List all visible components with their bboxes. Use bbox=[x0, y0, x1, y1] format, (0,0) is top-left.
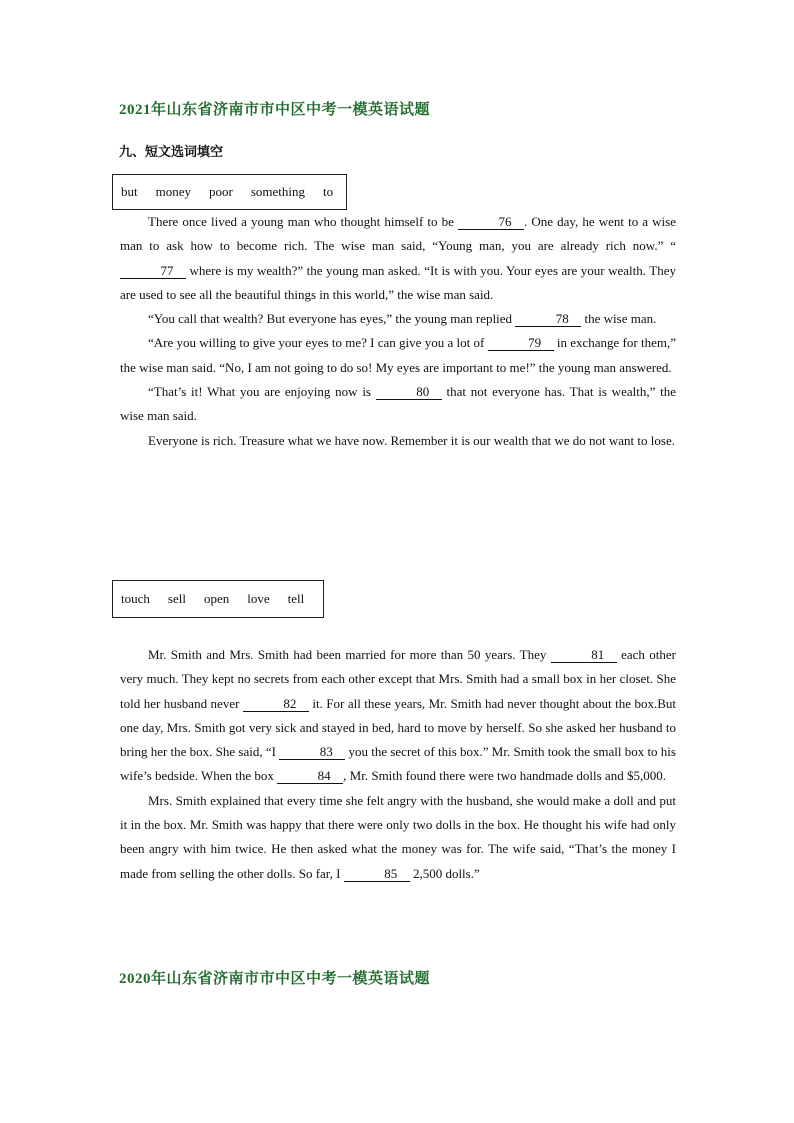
answer-blank-85[interactable]: 85 bbox=[344, 867, 410, 882]
answer-blank-84[interactable]: 84 bbox=[277, 769, 343, 784]
paragraph-text: “You call that wealth? But everyone has eyes,” the young man replied bbox=[148, 311, 516, 327]
answer-blank-76[interactable]: 76 bbox=[458, 215, 524, 230]
document-title-2021 bbox=[119, 98, 430, 119]
paragraph-text: 2,500 dolls.” bbox=[409, 865, 480, 881]
title-text: 年山东省济南市市中区中考一模英语试题 bbox=[151, 100, 431, 118]
passage-2 bbox=[120, 643, 676, 886]
answer-blank-78[interactable]: 78 bbox=[515, 312, 581, 327]
paragraph-text: you the secret of this box.” Mr. Smith took the small box to his wife’s bedside. When the box bbox=[120, 744, 676, 784]
word-bank-1 bbox=[112, 174, 347, 210]
answer-blank-80[interactable]: 80 bbox=[376, 385, 442, 400]
paragraph-text: There once lived a young man who thought himself to be bbox=[148, 214, 459, 229]
word-bank-word: sell bbox=[167, 591, 186, 606]
paragraph bbox=[120, 380, 676, 429]
word-bank-word: touch bbox=[121, 591, 150, 606]
word-bank-word: love bbox=[247, 591, 270, 606]
paragraph-text: each other very much. They kept no secrets from each other except that Mrs. Smith had a small box in her closet. She told her husband never bbox=[120, 647, 676, 711]
paragraph bbox=[120, 210, 676, 307]
word-bank-word: money bbox=[155, 184, 192, 199]
answer-blank-79[interactable]: 79 bbox=[488, 336, 554, 351]
word-bank-word: poor bbox=[209, 184, 233, 199]
paragraph-text: , Mr. Smith found there were two handmade dolls and $5,000. bbox=[343, 768, 666, 784]
word-bank-word: to bbox=[323, 184, 334, 199]
answer-blank-83[interactable]: 83 bbox=[279, 745, 345, 760]
paragraph bbox=[120, 429, 676, 453]
paragraph-text: Mr. Smith and Mrs. Smith had been married for more than 50 years. They bbox=[148, 647, 551, 662]
document-title-2020 bbox=[119, 967, 430, 988]
paragraph-text: the wise man. bbox=[581, 311, 657, 327]
paragraph-text: Mrs. Smith explained that every time she felt angry with the husband, she would make a doll and put it in the box. Mr. Smith was happy that there were only two dolls in the box. He thought his wife had only been angry with him twice. He then asked what the money was for. The wife said, “That’s the money I made from selling the other dolls. So far, I bbox=[120, 792, 676, 881]
answer-blank-77[interactable]: 77 bbox=[120, 264, 186, 279]
paragraph-text: it. For all these years, Mr. Smith had never thought about the box.But one day, Mrs. Smith got very sick and stayed in bed, hard to move by herself. So she asked her husband to bring her the box. She said, “I bbox=[120, 695, 676, 760]
paragraph-text: in exchange for them,” the wise man said. “No, I am not going to do so! My eyes are important to me!” the young man answered. bbox=[120, 335, 676, 375]
passage-1 bbox=[120, 210, 676, 453]
paragraph bbox=[120, 643, 676, 789]
answer-blank-82[interactable]: 82 bbox=[243, 697, 309, 712]
section-heading: 九、短文选词填空 bbox=[119, 145, 224, 160]
word-bank-word: tell bbox=[287, 591, 305, 606]
word-bank-word: but bbox=[121, 184, 138, 199]
title-year: 2020 bbox=[119, 971, 151, 987]
paragraph-text: “That’s it! What you are enjoying now is bbox=[148, 384, 376, 400]
word-bank-2 bbox=[112, 580, 324, 618]
answer-blank-81[interactable]: 81 bbox=[551, 648, 617, 663]
word-bank-word: open bbox=[203, 591, 230, 606]
paragraph-text: that not everyone has. That is wealth,” the wise man said. bbox=[120, 384, 677, 424]
word-bank-word: something bbox=[250, 184, 306, 199]
title-year: 2021 bbox=[119, 102, 151, 118]
title-text: 年山东省济南市市中区中考一模英语试题 bbox=[151, 969, 431, 987]
paragraph bbox=[120, 331, 676, 380]
paragraph-text: where is my wealth?” the young man asked. “It is with you. Your eyes are your wealth. They are used to see all the beautiful things in this world,” the wise man said. bbox=[120, 262, 676, 302]
paragraph-text: . One day, he went to a wise man to ask how to become rich. The wise man said, “Young man, you are already rich now.” “ bbox=[120, 214, 677, 254]
paragraph-text: Everyone is rich. Treasure what we have now. Remember it is our wealth that we do not want to lose. bbox=[148, 432, 675, 448]
paragraph bbox=[120, 789, 676, 886]
paragraph bbox=[120, 307, 676, 331]
paragraph-text: “Are you willing to give your eyes to me? I can give you a lot of bbox=[148, 335, 488, 351]
